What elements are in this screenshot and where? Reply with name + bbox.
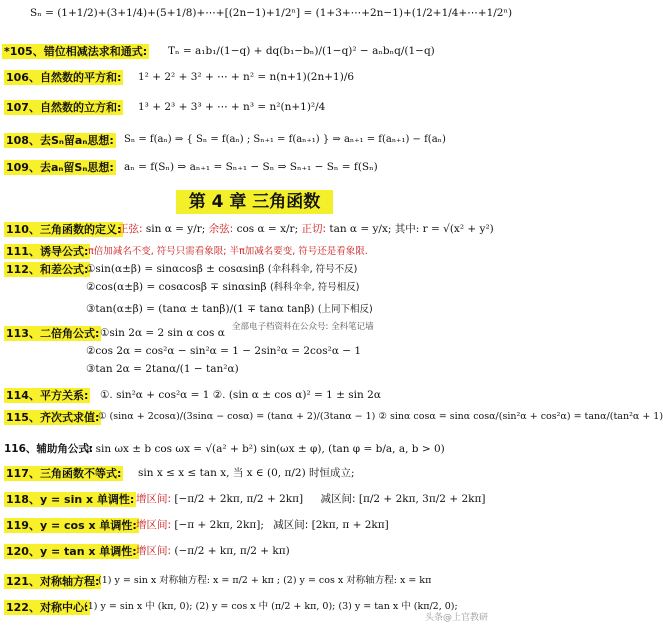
formula-text: ①. sin²α + cos²α = 1 ②. (sin α ± cos α)² = 1 ± sin 2α <box>100 389 381 401</box>
sine-label: 正弦: <box>118 223 143 235</box>
sum-sin-note: (伞科科伞, 符号不反) <box>267 264 358 275</box>
item-label: 110、三角函数的定义: <box>6 223 122 236</box>
decreasing-interval: [2kπ, π + 2kπ] <box>311 519 389 531</box>
formula-text: Sₙ = (1+1/2)+(3+1/4)+(5+1/8)+⋯+[(2n−1)+1/2ⁿ] = (1+3+⋯+2n−1)+(1/2+1/4+⋯+1/2ⁿ) <box>30 7 513 19</box>
increasing-interval: [−π/2 + 2kπ, π/2 + 2kπ] <box>174 493 304 505</box>
tangent-def: tan α = y/x <box>329 223 388 235</box>
double-sin-formula: ①sin 2α = 2 sin α cos α <box>100 327 225 339</box>
increasing-label: 增区间: <box>136 493 172 505</box>
tangent-label: 正切: <box>301 223 326 235</box>
item-label: 114、平方关系: <box>6 389 89 402</box>
double-cos-formula: ②cos 2α = cos²α − sin²α = 1 − 2sin²α = 2cos²α − 1 <box>86 345 362 357</box>
item-label: 107、自然数的立方和: <box>6 101 122 114</box>
cosine-def: cos α = x/r <box>236 223 295 235</box>
item-label: 106、自然数的平方和: <box>6 71 122 84</box>
sum-sin-formula: ①sin(α±β) = sinαcosβ ± cosαsinβ <box>86 263 265 275</box>
decreasing-label: 减区间: <box>320 493 356 505</box>
item-label: 122、对称中心: <box>6 601 89 614</box>
decreasing-interval: [π/2 + 2kπ, 3π/2 + 2kπ] <box>358 493 486 505</box>
formula-text: a sin ωx ± b cos ωx = √(a² + b²) sin(ωx ± φ), (tan φ = b/a, a, b > 0) <box>86 443 445 455</box>
item-label: 115、齐次式求值: <box>6 411 100 424</box>
formula-text: aₙ = f(Sₙ) ⇒ aₙ₊₁ = Sₙ₊₁ − Sₙ ⇒ Sₙ₊₁ − Sₙ = f(Sₙ) <box>124 161 378 173</box>
wechat-note: 全部电子档资料在公众号: 全科笔记墙 <box>232 322 374 332</box>
formula-text: (1) y = sin x 对称轴方程: x = π/2 + kπ ; (2) y = cos x 对称轴方程: x = kπ <box>98 575 432 586</box>
item-label: 117、三角函数不等式: <box>6 467 122 480</box>
increasing-interval: [−π + 2kπ, 2kπ] <box>174 519 261 531</box>
sum-tan-formula: ③tan(α±β) = (tanα ± tanβ)/(1 ∓ tanα tanβ) <box>86 303 315 315</box>
item-label: 116、辅助角公式: <box>4 443 94 455</box>
item-label: 121、对称轴方程: <box>6 575 100 588</box>
item-label: 109、去aₙ留Sₙ思想: <box>6 161 114 174</box>
formula-text: Tₙ = a₁b₁/(1−q) + dq(b₁−bₙ)/(1−q)² − aₙbₙq/(1−q) <box>168 45 435 57</box>
item-label: 119、y = cos x 单调性: <box>6 519 137 532</box>
sum-cos-formula: ②cos(α±β) = cosαcosβ ∓ sinαsinβ <box>86 281 267 293</box>
sum-tan-note: (上同下相反) <box>317 304 373 315</box>
item-label: 108、去Sₙ留aₙ思想: <box>6 134 114 147</box>
increasing-label: 增区间: <box>136 545 172 557</box>
item-label: 118、y = sin x 单调性: <box>6 493 135 506</box>
chapter-title: 第 4 章 三角函数 <box>176 190 333 214</box>
formula-text: sin x ≤ x ≤ tan x, 当 x ∈ (0, π/2) 时恒成立; <box>138 467 355 479</box>
sine-def: sin α = y/r <box>145 223 202 235</box>
series-sum-formula <box>30 6 530 20</box>
formula-text: (1) y = sin x 中 (kπ, 0); (2) y = cos x 中 (π/2 + kπ, 0); (3) y = tan x 中 (kπ/2, 0); <box>84 601 458 612</box>
item-label: 112、和差公式: <box>6 263 89 276</box>
item-label: 113、二倍角公式: <box>6 327 100 340</box>
sum-cos-note: (科科伞伞, 符号相反) <box>269 282 360 293</box>
item-label: 111、诱导公式: <box>6 245 89 258</box>
formula-text: ① (sinα + 2cosα)/(3sinα − cosα) = (tanα + 2)/(3tanα − 1) ② sinα cosα = sinα cosα/(sin²α + cos²α) = tanα/(tan²α + 1) <box>98 411 663 422</box>
formula-text: 1³ + 2³ + 3³ + ⋯ + n³ = n²(n+1)²/4 <box>138 101 326 113</box>
decreasing-label: 减区间: <box>273 519 309 531</box>
watermark: 头条@上官教研 <box>424 613 488 623</box>
item-label: *105、错位相减法求和通式: <box>4 45 148 58</box>
item-label: 120、y = tan x 单调性: <box>6 545 137 558</box>
increasing-interval: (−π/2 + kπ, π/2 + kπ) <box>174 545 290 557</box>
double-tan-formula: ③tan 2α = 2tanα/(1 − tan²α) <box>86 363 239 375</box>
increasing-label: 增区间: <box>136 519 172 531</box>
radius-def: 其中: r = √(x² + y²) <box>394 223 494 235</box>
cosine-label: 余弦: <box>208 223 234 235</box>
formula-text: 1² + 2² + 3² + ⋯ + n² = n(n+1)(2n+1)/6 <box>138 71 355 83</box>
formula-text: Sₙ = f(aₙ) ⇒ { Sₙ = f(aₙ) ; Sₙ₊₁ = f(aₙ₊₁) } ⇒ aₙ₊₁ = f(aₙ₊₁) − f(aₙ) <box>124 134 446 145</box>
mnemonic-text: π倍加减名不变, 符号只需看象限; 半π加减名要变, 符号还是看象限. <box>88 246 368 257</box>
